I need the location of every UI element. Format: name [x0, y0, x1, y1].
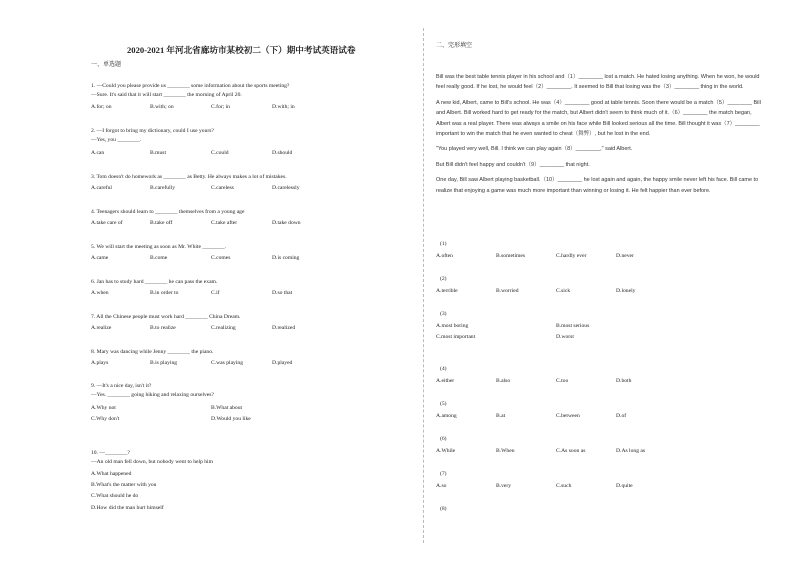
option[interactable]: A.can — [91, 150, 105, 156]
option[interactable]: D.is coming — [272, 255, 300, 261]
option[interactable]: C.hardly ever — [556, 253, 587, 259]
option[interactable]: C.such — [556, 483, 572, 489]
option[interactable]: B.take off — [150, 220, 173, 226]
question-6 — [91, 278, 217, 287]
option[interactable]: C.take after — [211, 220, 238, 226]
question-7 — [91, 313, 240, 322]
question-5 — [91, 243, 226, 252]
option[interactable]: D.worst — [556, 334, 574, 340]
question-line: 8. Mary was dancing while Jenny ________ the piano. — [91, 349, 214, 355]
question-4 — [91, 208, 244, 217]
question-line: —Sure. It's said that it will start ________ the morning of April 20. — [91, 92, 242, 98]
option[interactable]: B.carefully — [150, 185, 176, 191]
option[interactable]: B.come — [150, 255, 168, 261]
question-line: —Yes, you ________. — [91, 137, 142, 143]
option[interactable]: D.Would you like — [211, 416, 251, 422]
option[interactable]: A.among — [436, 413, 457, 419]
option[interactable]: B.must — [150, 150, 167, 156]
item-number: (6) — [440, 436, 447, 442]
question-line: 2. —I forgot to bring my dictionary, could I use yours? — [91, 128, 214, 134]
option[interactable]: B.most serious — [556, 323, 590, 329]
passage-paragraph: A new kid, Albert, came to Bill's school. He was（4）________ good at table tennis. Soon there would be a match（5）________ Bill and Albert. Bill worked hard to get ready for the match, but Albert didn't seem to think much of it.（6）________ the match began, Albert was a real player. There was always a smile on his face while Bill looked serious all the time. Bill thought it was（7）________ important to win the match that he even wanted to cheat（舞弊）, but he lost in the end. — [436, 99, 761, 138]
option[interactable]: B.sometimes — [496, 253, 526, 259]
right-column — [428, 0, 794, 562]
option[interactable]: B.at — [496, 413, 506, 419]
option[interactable]: D.both — [616, 378, 632, 384]
option[interactable]: D.played — [272, 360, 293, 366]
option[interactable]: C.realizing — [211, 325, 236, 331]
section2-heading: 二、完形填空 — [436, 42, 473, 49]
option[interactable]: D.How did the man hurt himself — [91, 505, 164, 511]
option[interactable]: A.plays — [91, 360, 109, 366]
question-line: 5. We will start the meeting as soon as Mr. White ________. — [91, 244, 227, 250]
cloze-passage — [436, 72, 766, 196]
option[interactable]: B.very — [496, 483, 512, 489]
option[interactable]: B.What about — [211, 405, 243, 411]
option[interactable]: B.When — [496, 448, 515, 454]
option[interactable]: A.careful — [91, 185, 112, 191]
option[interactable]: D.of — [616, 413, 627, 419]
option[interactable]: A.for; on — [91, 104, 112, 110]
option[interactable]: B.also — [496, 378, 511, 384]
section1-heading: 一、单选题 — [91, 61, 122, 68]
option[interactable]: A.While — [436, 448, 456, 454]
option[interactable]: B.in order to — [150, 290, 179, 296]
passage-paragraph: One day, Bill saw Albert playing basketball.（10）________ he lost again and again, the happy smile never left his face. Bill came to realize that enjoying a game was much more important than winning or losing it. He felt happier than ever before. — [436, 177, 759, 194]
option[interactable]: A.either — [436, 378, 455, 384]
option[interactable]: A.so — [436, 483, 447, 489]
question-2 — [91, 127, 214, 145]
passage-paragraph: Bill was the best table tennis player in his school and（1）________ lost a match. He hated losing anything. When he won, he would feel really good. If he lost, he would feel（2）________. It seemed to Bill that losing was the（3）________ thing in the world. — [436, 74, 760, 91]
question-line: 9. —It's a nice day, isn't it? — [91, 383, 152, 389]
question-3 — [91, 173, 287, 182]
option[interactable]: D.carelessly — [272, 185, 300, 191]
item-number: (1) — [440, 241, 447, 247]
item-number: (5) — [440, 401, 447, 407]
question-1 — [91, 82, 289, 100]
question-line: —An old man fell down, but nobody went to help him — [91, 459, 213, 465]
option[interactable]: C.most important — [436, 334, 476, 340]
passage-paragraph: But Bill didn't feel happy and couldn't（9）________ that night. — [436, 161, 590, 168]
exam-title: 2020-2021 年河北省廊坊市某校初二（下）期中考试英语试卷 — [127, 45, 356, 55]
question-8 — [91, 348, 213, 357]
option[interactable]: D.realized — [272, 325, 296, 331]
option[interactable]: A.came — [91, 255, 109, 261]
question-line: 10. —________? — [91, 450, 130, 456]
item-number: (3) — [440, 311, 447, 317]
option[interactable]: A.realize — [91, 325, 112, 331]
option[interactable]: C.for; in — [211, 104, 230, 110]
option[interactable]: C.careless — [211, 185, 234, 191]
option[interactable]: D.quite — [616, 483, 633, 489]
option[interactable]: C.could — [211, 150, 229, 156]
question-line: —Yes. ________ going hiking and relaxing ourselves? — [91, 392, 214, 398]
option[interactable]: C.was playing — [211, 360, 244, 366]
question-line: 7. All the Chinese people must work hard ________ China Dream. — [91, 314, 241, 320]
item-number: (7) — [440, 471, 447, 477]
option[interactable]: B.to realize — [150, 325, 176, 331]
option[interactable]: D.should — [272, 150, 293, 156]
option[interactable]: B.with; on — [150, 104, 174, 110]
option[interactable]: B.What's the matter with you — [91, 482, 157, 488]
column-divider — [423, 28, 424, 543]
item-number: (4) — [440, 366, 447, 372]
option[interactable]: D.with; in — [272, 104, 295, 110]
option[interactable]: A.often — [436, 253, 453, 259]
option[interactable]: B.worried — [496, 288, 519, 294]
option[interactable]: A.terrible — [436, 288, 458, 294]
option[interactable]: B.is playing — [150, 360, 178, 366]
option[interactable]: C.comes — [211, 255, 231, 261]
question-10 — [91, 449, 213, 467]
option[interactable]: D.never — [616, 253, 634, 259]
option[interactable]: C.As soon as — [556, 448, 586, 454]
question-line: 3. Tom doesn't do homework as ________ as Betty. He always makes a lot of mistakes. — [91, 174, 287, 180]
passage-paragraph: "You played very well, Bill. I think we can play again（8）________," said Albert. — [436, 146, 633, 153]
option[interactable]: A.What happened — [91, 471, 132, 477]
option[interactable]: A.when — [91, 290, 109, 296]
option[interactable]: D.lonely — [616, 288, 636, 294]
item-number: (8) — [440, 506, 447, 512]
option[interactable]: A.most boring — [436, 323, 469, 329]
option[interactable]: C.between — [556, 413, 580, 419]
item-number: (2) — [440, 276, 447, 282]
option[interactable]: C.sick — [556, 288, 571, 294]
question-line: 1. —Could you please provide us ________ some information about the sports meeting? — [91, 83, 290, 89]
option[interactable]: A.take care of — [91, 220, 123, 226]
option[interactable]: C.What should he do — [91, 493, 139, 499]
question-line: 4. Teenagers should learn to ________ themselves from a young age — [91, 209, 245, 215]
option[interactable]: A.Why not — [91, 405, 116, 411]
question-9 — [91, 382, 214, 400]
question-line: 6. Jan has to study hard ________ he can pass the exam. — [91, 279, 218, 285]
option[interactable]: C.too — [556, 378, 569, 384]
option[interactable]: D.As long as — [616, 448, 646, 454]
option[interactable]: C.if — [211, 290, 220, 296]
option[interactable]: D.so that — [272, 290, 293, 296]
option[interactable]: D.take down — [272, 220, 301, 226]
option[interactable]: C.Why don't — [91, 416, 120, 422]
